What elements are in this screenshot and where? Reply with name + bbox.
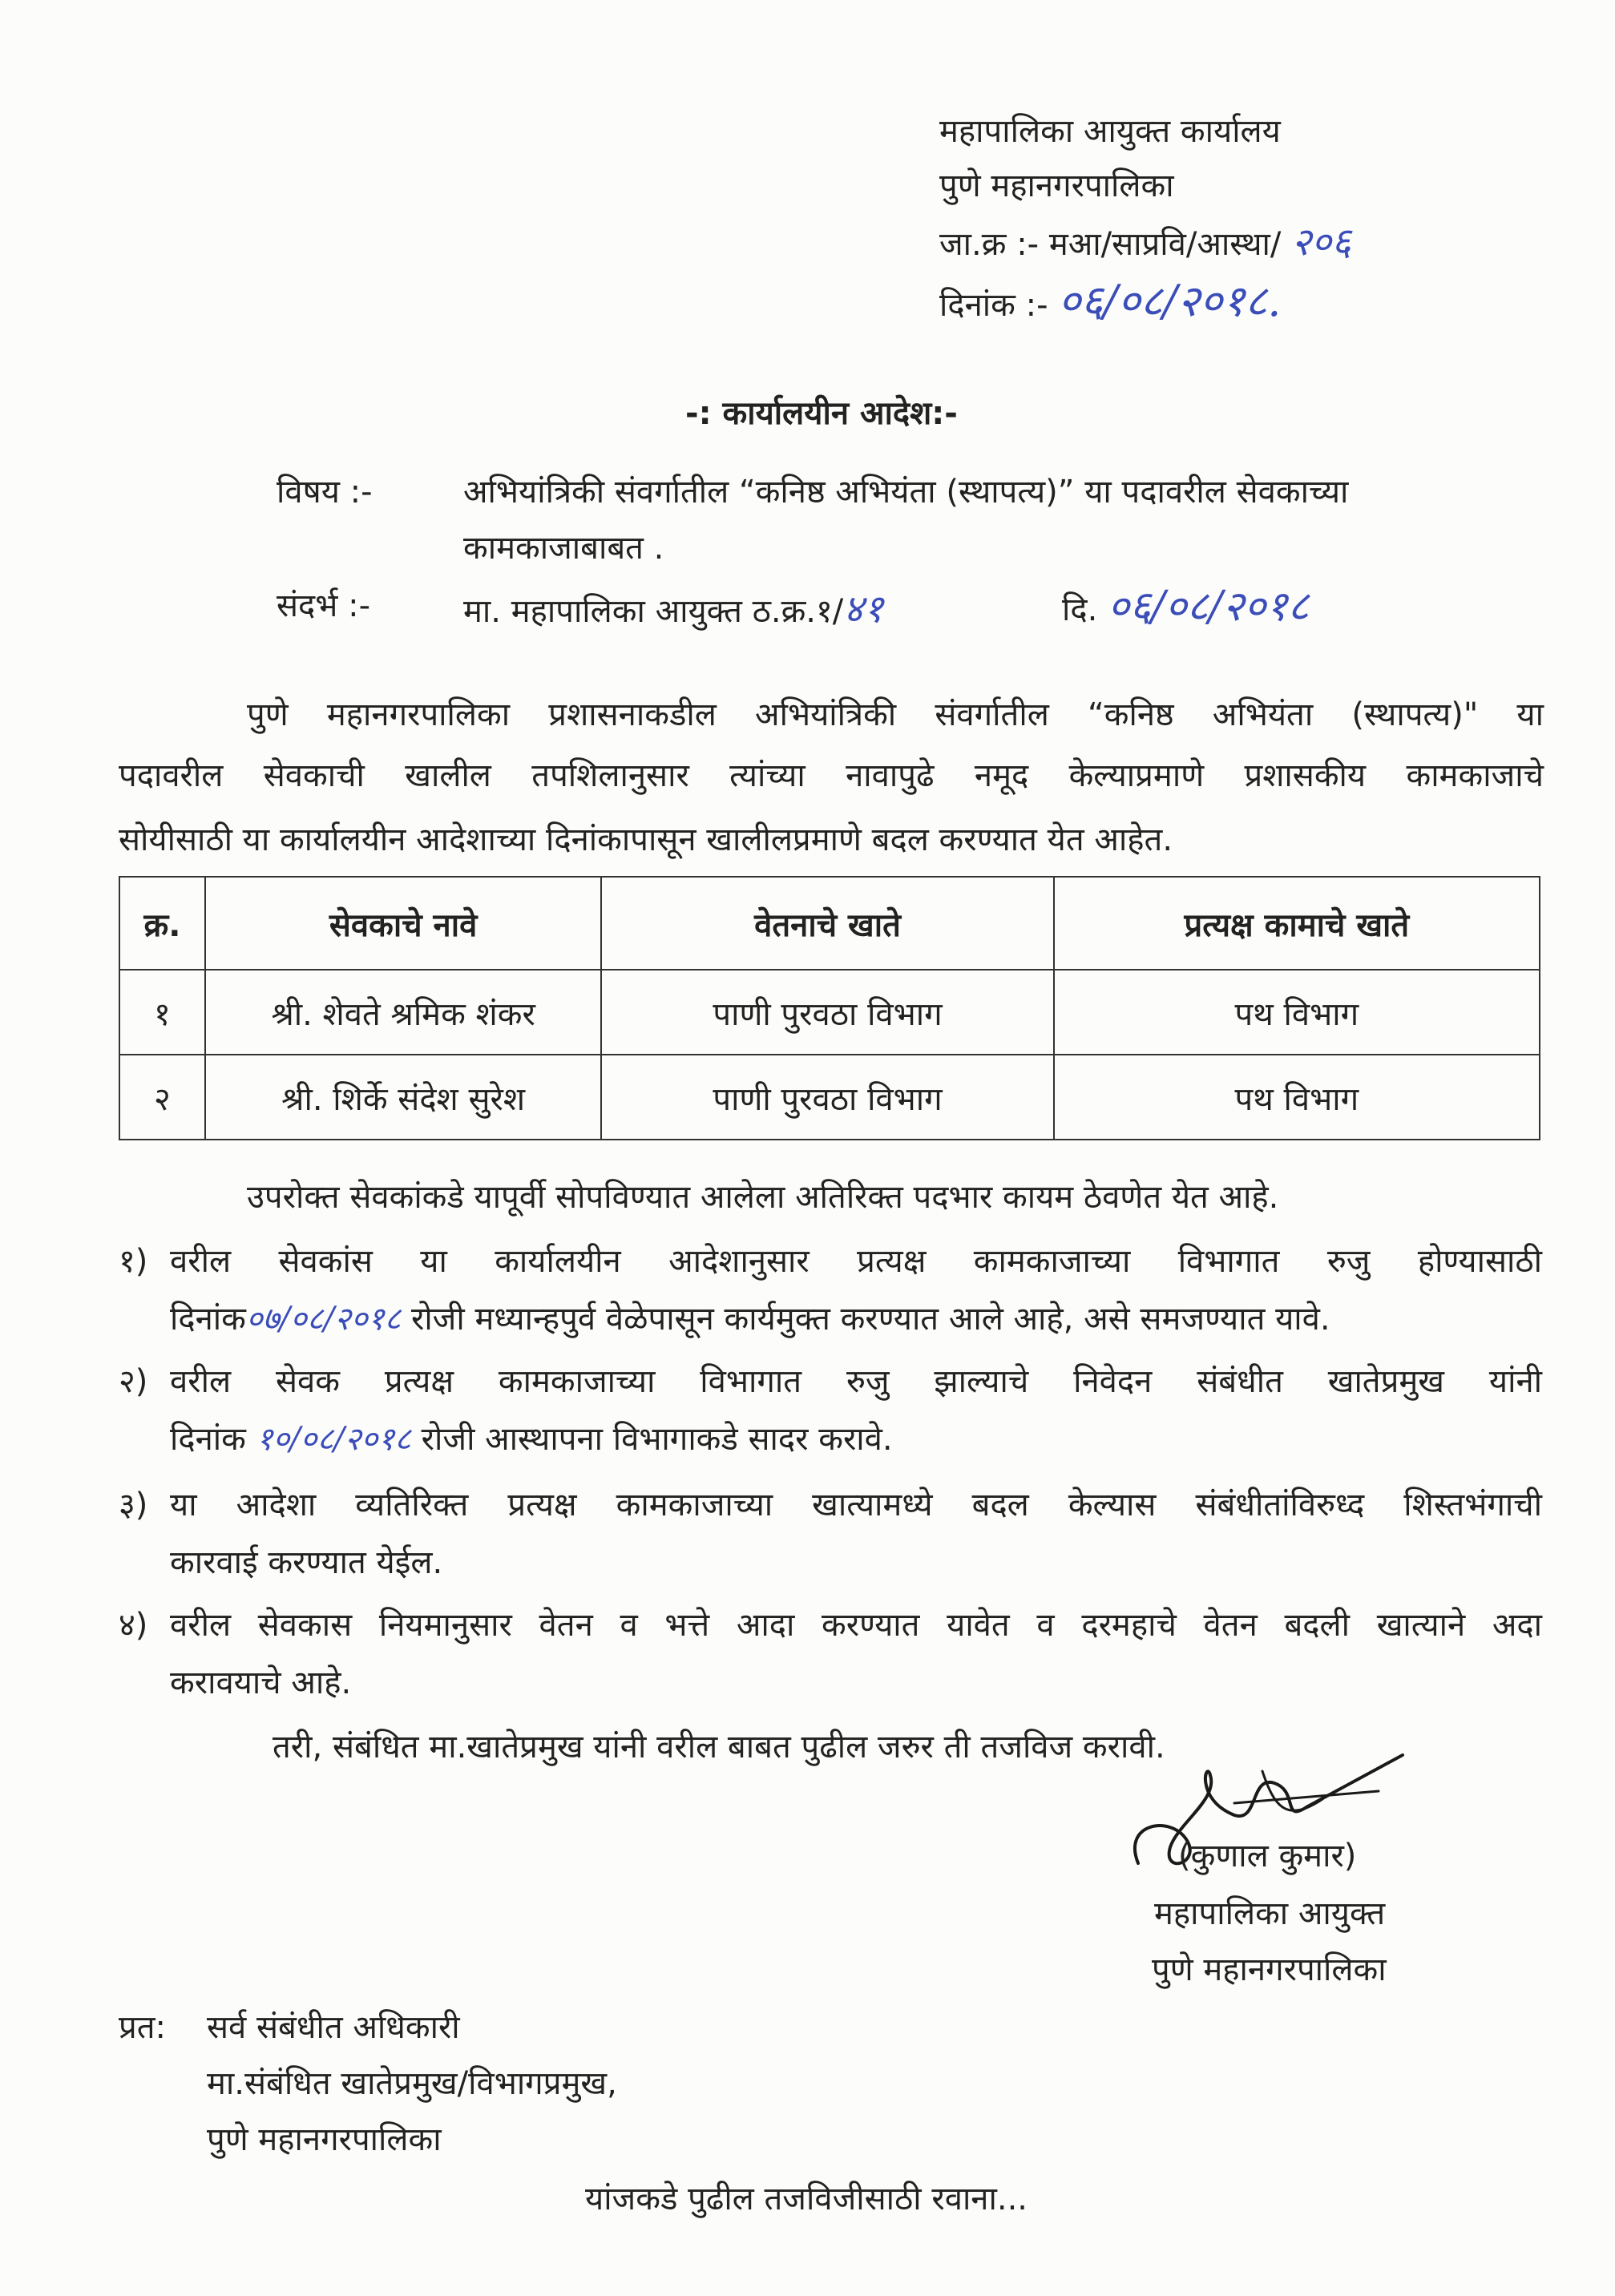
point-1-date-label: दिनांक [170,1301,246,1338]
col-serial-header: क्र. [119,877,205,970]
point-2-rest: रोजी आस्थापना विभागाकडे सादर करावे. [410,1421,893,1458]
reference-text: मा. महापालिका आयुक्त ठ.क्र.१/ [463,593,844,630]
copy-to-label: प्रत: [119,2009,167,2046]
date-line [939,276,1281,328]
point-3-line-2: कारवाई करण्यात येईल. [170,1544,443,1581]
cell-salary-dept: पाणी पुरवठा विभाग [601,1055,1053,1140]
allocation-table [119,876,1540,1140]
reference-date-label: दि. [1062,591,1098,628]
point-1-date-handwritten: ०७/०८/२०१८ [245,1301,402,1338]
point-2-line-2 [170,1420,893,1459]
cell-salary-dept: पाणी पुरवठा विभाग [601,970,1053,1055]
cell-name: श्री. शिर्के संदेश सुरेश [205,1055,601,1140]
subject-line-1: अभियांत्रिकी संवर्गातील “कनिष्ठ अभियंता (स्थापत्य)” या पदावरील सेवकाच्या [463,474,1349,510]
date-handwritten: ०६/०८/२०१८. [1058,276,1282,326]
reference-label: संदर्भ :- [277,587,371,624]
additional-charge-para: उपरोक्त सेवकांकडे यापूर्वी सोपविण्यात आलेला अतिरिक्त पदभार कायम ठेवणेत येत आहे. [247,1179,1279,1216]
closing-line: तरी, संबंधित मा.खातेप्रमुख यांनी वरील बाबत पुढील जरुर ती तजविज करावी. [273,1729,1165,1765]
table-row [119,970,1540,1055]
point-4-number: ४) [119,1607,148,1644]
subject-label: विषय :- [277,474,373,510]
date-label: दिनांक :- [939,287,1048,324]
copy-to-line-1: सर्व संबंधीत अधिकारी [207,2009,460,2046]
point-1-line-2 [170,1300,1330,1338]
point-1-rest: रोजी मध्यान्हपुर्व वेळेपासून कार्यमुक्त करण्यात आले आहे, असे समजण्यात यावे. [401,1301,1330,1338]
table-row [119,1055,1540,1140]
point-4-line-1: वरील सेवकास नियमानुसार वेतन व भत्ते आदा करण्यात यावेत व दरमहाचे वेतन बदली खात्याने अदा [170,1607,1542,1644]
intro-line-2: पदावरील सेवकाची खालील तपशिलानुसार त्यांच्या नावापुढे नमूद केल्याप्रमाणे प्रशासकीय कामकाजाचे [119,757,1544,794]
ref-number-handwritten: २०६ [1291,220,1351,264]
cell-work-dept: पथ विभाग [1054,1055,1540,1140]
org-name: पुणे महानगरपालिका [939,167,1174,204]
intro-line-1: पुणे महानगरपालिका प्रशासनाकडील अभियांत्रिकी संवर्गातील “कनिष्ठ अभियंता (स्थापत्य)" या [247,696,1544,733]
point-3-line-1: या आदेशा व्यतिरिक्त प्रत्यक्ष कामकाजाच्या खात्यामध्ये बदल केल्यास संबंधीतांविरुध्द शिस्तभंगाची [170,1487,1542,1523]
subject-line-2: कामकाजाबाबत . [463,530,664,567]
point-2-date-handwritten: १०/०८/२०१८ [256,1421,411,1458]
office-name: महापालिका आयुक्त कार्यालय [939,113,1281,150]
signatory-name: (कुणाल कुमार) [1178,1838,1357,1874]
col-salary-dept-header: वेतनाचे खाते [601,877,1053,970]
ref-label: जा.क्र :- मआ/साप्रवि/आस्था/ [939,226,1282,263]
point-4-line-2: करावयाचे आहे. [170,1664,352,1701]
copy-to-line-2: मा.संबंधित खातेप्रमुख/विभागप्रमुख, [207,2065,617,2102]
signatory-designation: महापालिका आयुक्त [1154,1895,1386,1932]
forward-line: यांजकडे पुढील तजविजीसाठी रवाना... [585,2181,1028,2217]
intro-line-3: सोयीसाठी या कार्यालयीन आदेशाच्या दिनांकापासून खालीलप्रमाणे बदल करण्यात येत आहेत. [119,821,1173,858]
reference-number-handwritten: ४१ [843,587,884,632]
point-2-date-label: दिनांक [170,1421,256,1458]
reference-line [463,587,883,633]
point-2-number: २) [119,1363,148,1400]
col-work-dept-header: प्रत्यक्ष कामाचे खाते [1054,877,1540,970]
cell-work-dept: पथ विभाग [1054,970,1540,1055]
cell-serial: १ [119,970,205,1055]
ref-number-line [939,220,1351,266]
col-name-header: सेवकाचे नावे [205,877,601,970]
reference-date-handwritten: ०६/०८/२०१८ [1108,583,1310,631]
reference-date [1062,582,1309,632]
cell-name: श्री. शेवते श्रमिक शंकर [205,970,601,1055]
cell-serial: २ [119,1055,205,1140]
point-1-line-1: वरील सेवकांस या कार्यालयीन आदेशानुसार प्रत्यक्ष कामकाजाच्या विभागात रुजु होण्यासाठी [170,1243,1542,1280]
order-title: -: कार्यालयीन आदेश:- [685,395,958,432]
signatory-org: पुणे महानगरपालिका [1152,1951,1387,1988]
point-3-number: ३) [119,1487,148,1523]
point-1-number: १) [119,1243,148,1280]
copy-to-line-3: पुणे महानगरपालिका [207,2121,442,2158]
point-2-line-1: वरील सेवक प्रत्यक्ष कामकाजाच्या विभागात रुजु झाल्याचे निवेदन संबंधीत खातेप्रमुख यांनी [170,1363,1542,1400]
table-header-row [119,877,1540,970]
